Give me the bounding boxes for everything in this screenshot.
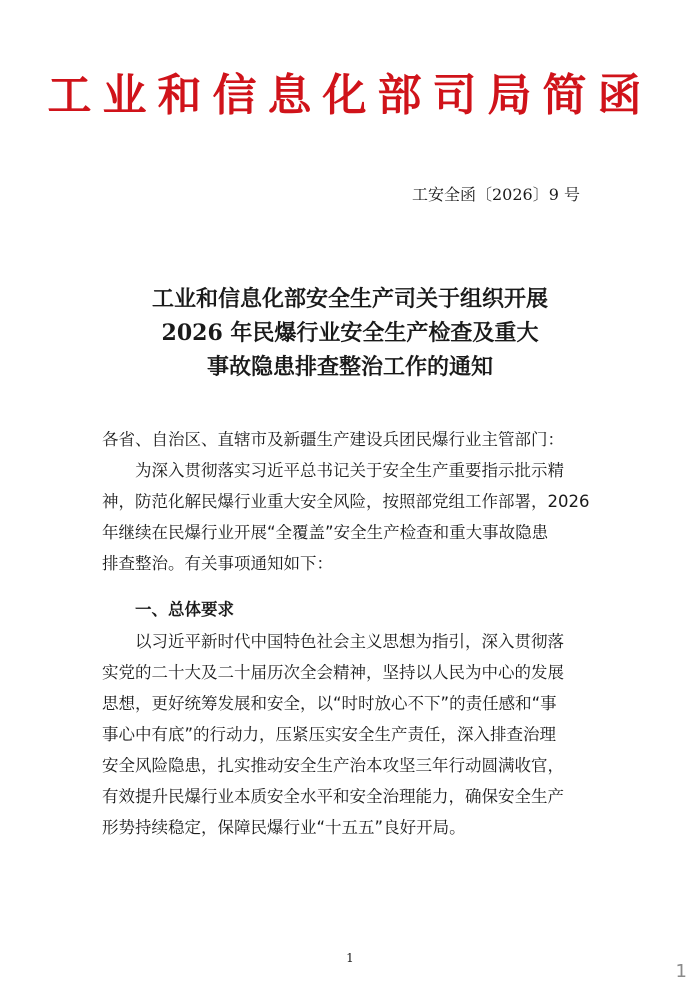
paragraph-line: 形势持续稳定，保障民爆行业“十五五”良好开局。 [102,818,466,837]
addressee-line: 各省、自治区、直辖市及新疆生产建设兵团民爆行业主管部门： [102,430,564,449]
title-line-1: 工业和信息化部安全生产司关于组织开展 [151,286,548,312]
section-heading [102,594,592,625]
paragraph-line: 排查整治。有关事项通知如下： [102,554,333,573]
paragraph-line: 年继续在民爆行业开展“全覆盖”安全生产检查和重大事故隐患 [102,523,549,542]
title-line-2: 2026 年民爆行业安全生产检查及重大 [161,320,539,346]
paragraph-line: 安全风险隐患，扎实推动安全生产治本攻坚三年行动圆满收官， [102,756,564,775]
addressee [102,424,592,455]
paragraph-line: 事心中有底”的行动力，压紧压实安全生产责任，深入排查治理 [102,725,557,744]
section-heading-text: 一、总体要求 [135,600,234,619]
general-requirements-paragraph [102,626,592,843]
paragraph-line: 神，防范化解民爆行业重大安全风险，按照部党组工作部署，2026 [102,492,590,511]
masthead-title: 工业和信息化部司局简函 [47,70,653,121]
paragraph-line: 有效提升民爆行业本质安全水平和安全治理能力，确保安全生产 [102,787,564,806]
paragraph-line: 为深入贯彻落实习近平总书记关于安全生产重要指示批示精 [135,461,564,480]
title-line-3: 事故隐患排查整治工作的通知 [206,354,493,380]
viewer-page-indicator: 1 [675,961,687,982]
document-title [60,282,640,384]
document-number: 工安全函〔2026〕9 号 [412,185,580,204]
paragraph-line: 思想，更好统筹发展和安全，以“时时放心不下”的责任感和“事 [102,694,557,713]
paragraph-line: 以习近平新时代中国特色社会主义思想为指引，深入贯彻落 [135,632,564,651]
page-number: 1 [346,951,354,965]
paragraph-line: 实党的二十大及二十届历次全会精神，坚持以人民为中心的发展 [102,663,564,682]
intro-paragraph [102,455,592,579]
